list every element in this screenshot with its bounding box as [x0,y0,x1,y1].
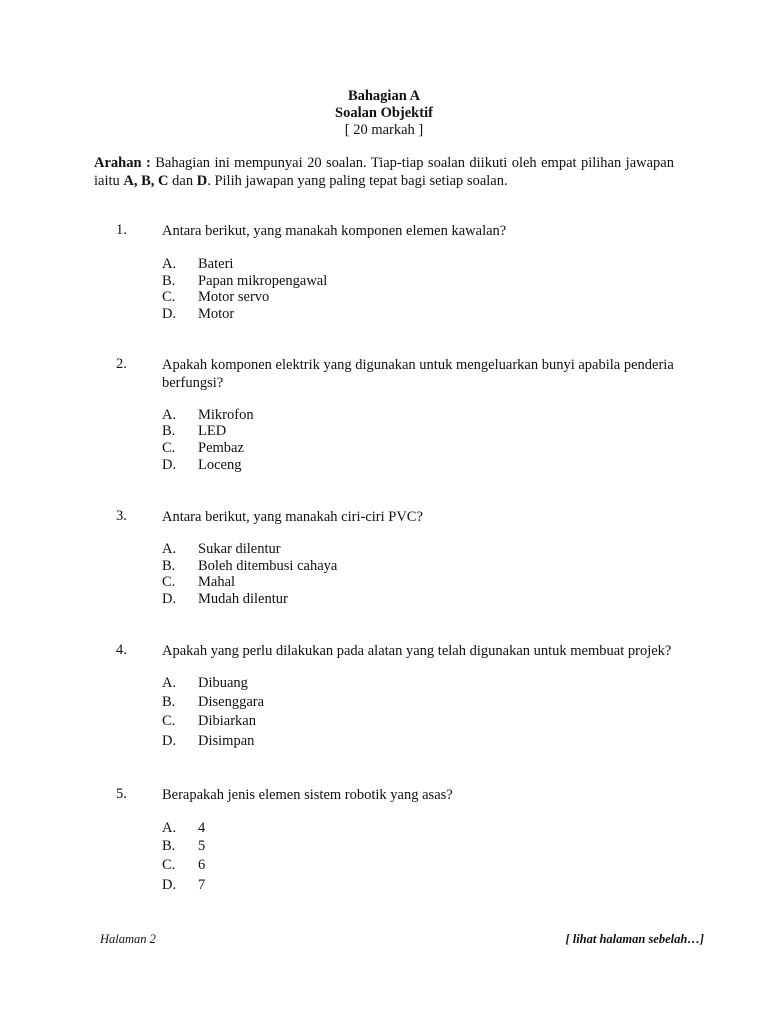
option-text: Mikrofon [198,407,254,423]
section-subtitle: Soalan Objektif [335,105,433,121]
question-number: 4. [116,642,127,658]
option-letter: A. [162,820,177,836]
option [162,877,205,894]
page-number: Halaman 2 [100,932,156,946]
question-text: Berapakah jenis elemen sistem robotik yang asas? [162,787,453,803]
option-text: Motor [198,306,235,322]
option-text: Boleh ditembusi cahaya [198,558,338,574]
option-text: Disimpan [198,733,255,749]
option [162,558,337,575]
option-text: Disenggara [198,694,265,710]
question-text: Apakah komponen elektrik yang digunakan untuk mengeluarkan bunyi apabila penderia berfungsi? [162,357,674,391]
instruction-text: Bahagian ini mempunyai 20 soalan. Tiap-tiap soalan diikuti oleh empat pilihan jawapan iaitu [94,155,674,189]
option [162,407,254,424]
instruction-letters: A, B, C [123,173,169,189]
option [162,838,205,855]
marks-label: [ 20 markah ] [344,122,424,138]
option-text: 6 [198,857,206,873]
option-letter: C. [162,289,176,305]
option [162,541,281,558]
option-text: Papan mikropengawal [198,273,328,289]
option-letter: B. [162,558,176,574]
option [162,423,226,440]
option-letter: D. [162,306,177,322]
option-letter: C. [162,574,176,590]
instruction-paragraph [94,154,674,190]
option [162,820,205,837]
section-title: Bahagian A [347,88,421,104]
option-letter: A. [162,675,177,691]
option-letter: A. [162,541,177,557]
option-letter: A. [162,256,177,272]
option-letter: C. [162,440,176,456]
option [162,713,256,730]
instruction-text: . Pilih jawapan yang paling tepat bagi setiap soalan. [207,173,508,189]
option-text: 4 [198,820,206,836]
option [162,574,235,591]
option [162,457,241,474]
option [162,857,205,874]
option-text: Motor servo [198,289,270,305]
option-text: LED [198,423,227,439]
option [162,306,234,323]
option [162,273,327,290]
option [162,256,233,273]
option-text: Bateri [198,256,234,272]
option [162,694,264,711]
option [162,591,288,608]
option-letter: B. [162,694,176,710]
option-text: Loceng [198,457,242,473]
option-letter: D. [162,733,177,749]
option-letter: B. [162,273,176,289]
instruction-text: dan [168,173,197,189]
option-text: Dibuang [198,675,248,691]
next-page-note: [ lihat halaman sebelah…] [565,932,704,946]
option-text: Dibiarkan [198,713,256,729]
option-text: Mahal [198,574,236,590]
option-letter: C. [162,857,176,873]
question-number: 2. [116,356,127,372]
option-text: Mudah dilentur [198,591,288,607]
option-letter: D. [162,457,177,473]
option [162,440,244,457]
instruction-label: Arahan : [94,155,151,171]
option-letter: B. [162,838,176,854]
option [162,675,248,692]
option-text: Sukar dilentur [198,541,281,557]
option-letter: D. [162,591,177,607]
option-letter: C. [162,713,176,729]
question-number: 3. [116,508,127,524]
option-letter: D. [162,877,177,893]
option-letter: A. [162,407,177,423]
question-text: Antara berikut, yang manakah komponen elemen kawalan? [162,223,507,239]
option [162,733,254,750]
question-text: Antara berikut, yang manakah ciri-ciri PVC? [162,509,423,525]
option-text: 7 [198,877,206,893]
option-letter: B. [162,423,176,439]
question-number: 1. [116,222,127,238]
instruction-letter-d: D [196,173,208,189]
question-text: Apakah yang perlu dilakukan pada alatan yang telah digunakan untuk membuat projek? [162,643,672,659]
option-text: Pembaz [198,440,244,456]
question-number: 5. [116,786,127,802]
option [162,289,269,306]
option-text: 5 [198,838,206,854]
